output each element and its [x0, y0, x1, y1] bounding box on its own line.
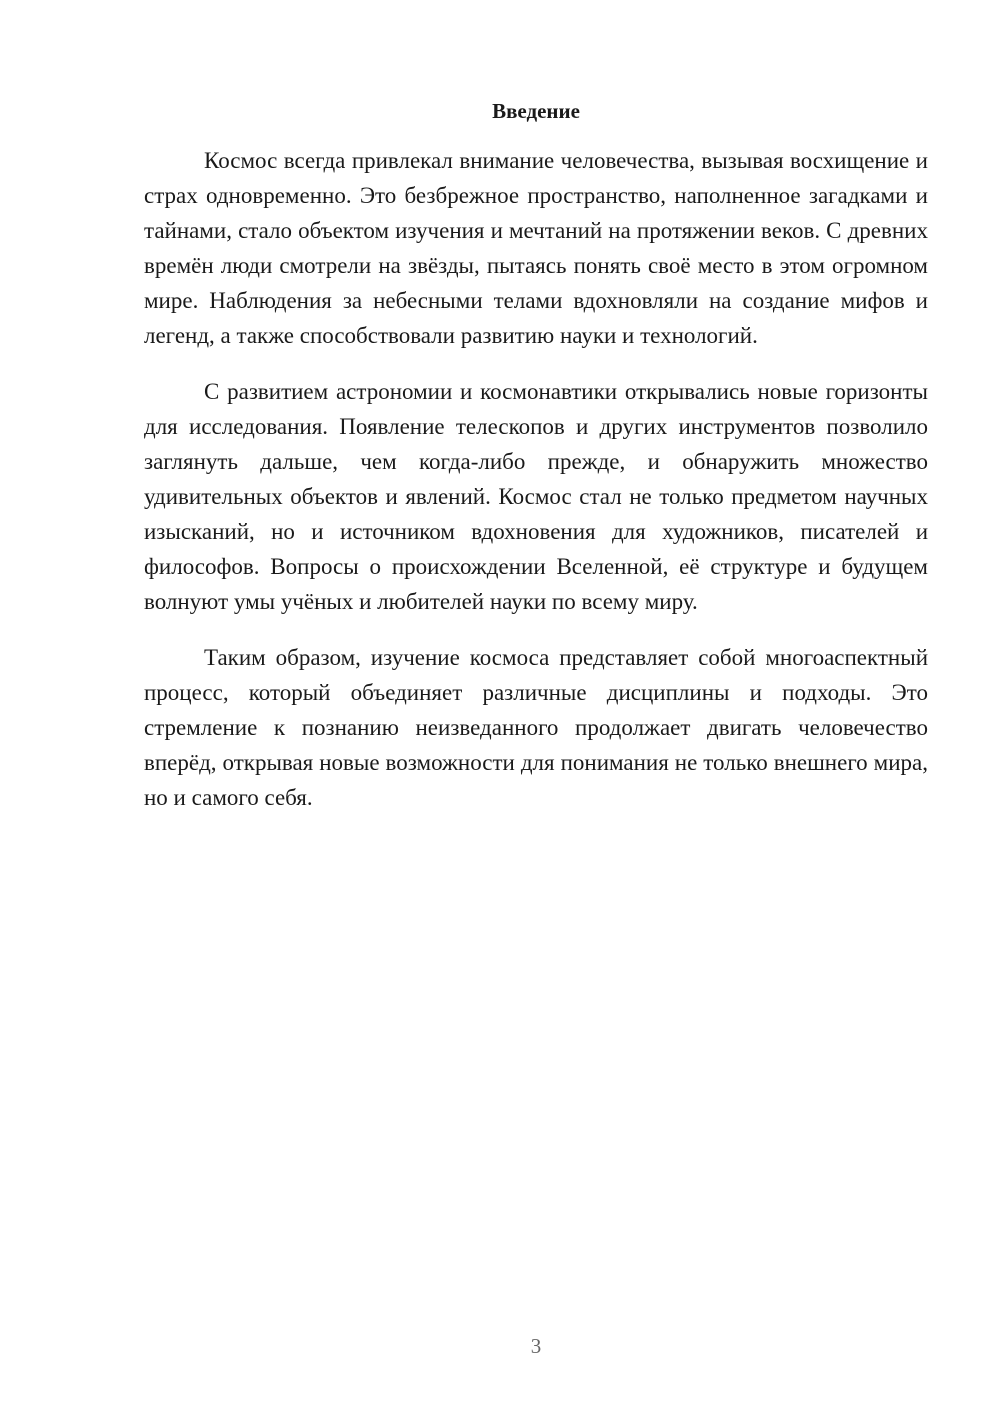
- page-number: 3: [530, 1334, 542, 1358]
- body-text: [144, 143, 928, 836]
- section-heading: Введение: [492, 99, 580, 123]
- paragraph-3: Таким образом, изучение космоса представляет собой многоаспектный процесс, который объединяет различные дисциплины и подходы. Это стремление к познанию неизведанного продолжает двигать человечество вперёд, открывая новые возможности для понимания не только внешнего мира, но и самого себя.: [144, 645, 928, 810]
- paragraph-1: Космос всегда привлекал внимание человечества, вызывая восхищение и страх одновременно. Это безбрежное пространство, наполненное загадками и тайнами, стало объектом изучения и мечтаний на протяжении веков. С древних времён люди смотрели на звёзды, пытаясь понять своё место в этом огромном мире. Наблюдения за небесными телами вдохновляли на создание мифов и легенд, а также способствовали развитию науки и технологий.: [144, 148, 928, 348]
- paragraph-2: С развитием астрономии и космонавтики открывались новые горизонты для исследования. Появление телескопов и других инструментов позволило заглянуть дальше, чем когда-либо прежде, и обнаружить множество удивительных объектов и явлений. Космос стал не только предметом научных изысканий, но и источником вдохновения для художников, писателей и философов. Вопросы о происхождении Вселенной, её структуре и будущем волнуют умы учёных и любителей науки по всему миру.: [144, 379, 928, 614]
